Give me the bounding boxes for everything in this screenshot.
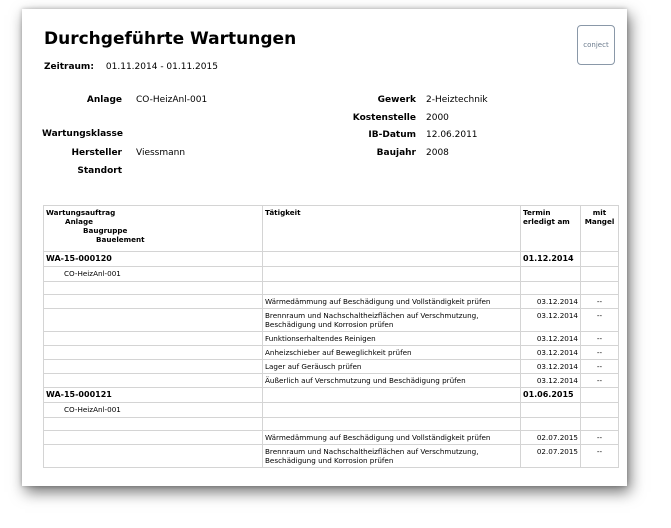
anlage-value: CO-HeizAnl-001 <box>136 95 208 105</box>
task-text: Lager auf Geräusch prüfen <box>263 360 521 374</box>
anlage-row <box>44 267 619 282</box>
task-text: Wärmedämmung auf Beschädigung und Vollständigkeit prüfen <box>263 295 521 309</box>
standort-label: Standort <box>77 166 122 176</box>
order-termin: 01.06.2015 <box>521 388 581 403</box>
spacer-row <box>44 282 619 295</box>
task-mangel: -- <box>581 346 619 360</box>
gewerk-label: Gewerk <box>377 95 416 105</box>
task-text: Funktionserhaltendes Reinigen <box>263 332 521 346</box>
task-mangel: -- <box>581 431 619 445</box>
kostenstelle-label: Kostenstelle <box>352 113 416 123</box>
task-row <box>44 309 619 332</box>
gewerk-value: 2-Heiztechnik <box>426 95 488 105</box>
task-mangel: -- <box>581 309 619 332</box>
task-date: 03.12.2014 <box>521 360 581 374</box>
conject-logo: conject <box>577 25 615 65</box>
header-mangel: mit Mangel <box>581 206 619 252</box>
order-anlage: CO-HeizAnl-001 <box>44 403 263 418</box>
task-text: Wärmedämmung auf Beschädigung und Vollständigkeit prüfen <box>263 431 521 445</box>
task-mangel: -- <box>581 295 619 309</box>
task-text: Äußerlich auf Verschmutzung und Beschädigung prüfen <box>263 374 521 388</box>
spacer-row <box>44 418 619 431</box>
task-mangel: -- <box>581 445 619 468</box>
task-mangel: -- <box>581 360 619 374</box>
task-row <box>44 346 619 360</box>
anlage-label: Anlage <box>86 95 122 105</box>
order-row <box>44 388 619 403</box>
task-text: Brennraum und Nachschaltheizflächen auf Verschmutzung, Beschädigung und Korrosion prüfen <box>263 445 521 468</box>
period-label: Zeitraum: <box>44 62 94 72</box>
task-row <box>44 295 619 309</box>
task-date: 02.07.2015 <box>521 445 581 468</box>
order-id: WA-15-000120 <box>44 252 263 267</box>
task-text: Brennraum und Nachschaltheizflächen auf Verschmutzung, Beschädigung und Korrosion prüfen <box>263 309 521 332</box>
task-mangel: -- <box>581 332 619 346</box>
maintenance-table <box>43 205 619 468</box>
task-row <box>44 431 619 445</box>
order-id: WA-15-000121 <box>44 388 263 403</box>
ibdatum-label: IB-Datum <box>368 130 416 140</box>
task-date: 03.12.2014 <box>521 295 581 309</box>
period-line <box>44 62 218 72</box>
header-termin: Termin erledigt am <box>521 206 581 252</box>
task-date: 03.12.2014 <box>521 374 581 388</box>
task-row <box>44 374 619 388</box>
baujahr-value: 2008 <box>426 148 449 158</box>
task-mangel: -- <box>581 374 619 388</box>
hersteller-label: Hersteller <box>71 148 122 158</box>
order-row <box>44 252 619 267</box>
task-row <box>44 332 619 346</box>
kostenstelle-value: 2000 <box>426 113 449 123</box>
task-row <box>44 445 619 468</box>
order-termin: 01.12.2014 <box>521 252 581 267</box>
hersteller-value: Viessmann <box>136 148 186 158</box>
task-row <box>44 360 619 374</box>
task-date: 03.12.2014 <box>521 309 581 332</box>
order-anlage: CO-HeizAnl-001 <box>44 267 263 282</box>
header-taetigkeit: Tätigkeit <box>263 206 521 252</box>
task-date: 03.12.2014 <box>521 346 581 360</box>
task-date: 02.07.2015 <box>521 431 581 445</box>
ibdatum-value: 12.06.2011 <box>426 130 478 140</box>
baujahr-label: Baujahr <box>376 148 416 158</box>
table-header <box>44 206 619 252</box>
report-title: Durchgeführte Wartungen <box>44 29 297 49</box>
anlage-row <box>44 403 619 418</box>
task-date: 03.12.2014 <box>521 332 581 346</box>
task-text: Anheizschieber auf Beweglichkeit prüfen <box>263 346 521 360</box>
header-wartungsauftrag: Wartungsauftrag Anlage Baugruppe Bauelement <box>44 206 263 252</box>
report-page <box>22 9 627 486</box>
period-value: 01.11.2014 - 01.11.2015 <box>105 62 218 72</box>
wartungsklasse-label: Wartungsklasse <box>42 129 123 139</box>
